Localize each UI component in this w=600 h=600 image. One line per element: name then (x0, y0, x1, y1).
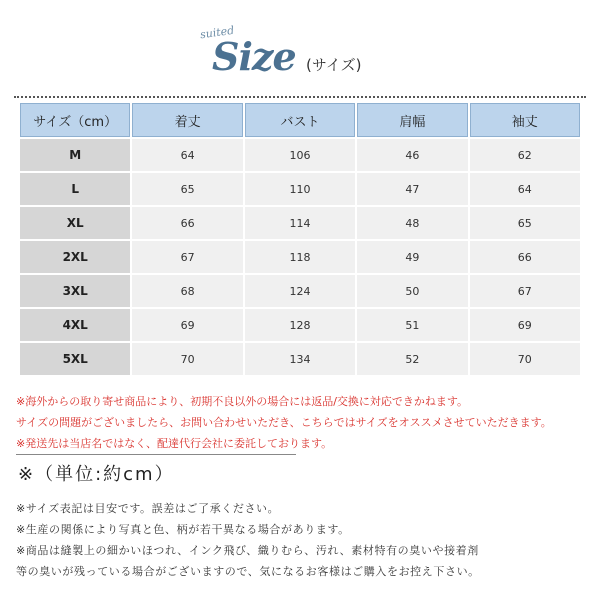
warning-note: ※海外からの取り寄せ商品により、初期不良以外の場合には返品/交換に対応できかねます。 (16, 395, 469, 408)
row-size: 3XL (19, 274, 131, 308)
table-header-row (19, 102, 581, 138)
title-small-script: suited (199, 23, 235, 42)
title-main: Size (212, 34, 296, 79)
cell-shoulder: 49 (356, 240, 468, 274)
cell-bust: 106 (244, 138, 356, 172)
table-row (19, 308, 581, 342)
info-note: ※商品は縫製上の細かいほつれ、インク飛び、織りむら、汚れ、素材特有の臭いや接着剤 (16, 544, 479, 557)
size-title (0, 22, 600, 92)
warning-notes (16, 391, 588, 454)
title-subtitle: (サイズ) (306, 56, 362, 74)
cell-bust: 110 (244, 172, 356, 206)
cell-bust: 118 (244, 240, 356, 274)
cell-bust: 124 (244, 274, 356, 308)
cell-sleeve: 67 (469, 274, 581, 308)
size-table (18, 101, 582, 377)
section-divider (16, 454, 296, 455)
cell-sleeve: 64 (469, 172, 581, 206)
table-row (19, 342, 581, 376)
info-notes (16, 498, 588, 582)
unit-label: ※（単位:約cm） (18, 464, 175, 485)
header-length: 着丈 (131, 102, 243, 138)
header-sleeve: 袖丈 (469, 102, 581, 138)
row-size: M (19, 138, 131, 172)
header-shoulder: 肩幅 (356, 102, 468, 138)
cell-length: 70 (131, 342, 243, 376)
cell-length: 67 (131, 240, 243, 274)
cell-shoulder: 52 (356, 342, 468, 376)
cell-length: 66 (131, 206, 243, 240)
table-row (19, 240, 581, 274)
table-row (19, 138, 581, 172)
cell-sleeve: 65 (469, 206, 581, 240)
header-bust: バスト (244, 102, 356, 138)
dotted-divider (14, 96, 586, 98)
cell-sleeve: 70 (469, 342, 581, 376)
cell-bust: 114 (244, 206, 356, 240)
cell-length: 64 (131, 138, 243, 172)
cell-length: 68 (131, 274, 243, 308)
warning-note: サイズの問題がございましたら、お問い合わせいただき、こちらではサイズをオススメさせていただきます。 (16, 416, 552, 429)
row-size: 2XL (19, 240, 131, 274)
cell-sleeve: 69 (469, 308, 581, 342)
cell-shoulder: 51 (356, 308, 468, 342)
cell-length: 69 (131, 308, 243, 342)
cell-shoulder: 48 (356, 206, 468, 240)
table-row (19, 274, 581, 308)
cell-bust: 134 (244, 342, 356, 376)
info-note: 等の臭いが残っている場合がございますので、気になるお客様はご購入をお控え下さい。 (16, 565, 480, 578)
row-size: 5XL (19, 342, 131, 376)
header-size: サイズ（cm） (19, 102, 131, 138)
warning-note: ※発送先は当店名ではなく、配達代行会社に委託しております。 (16, 437, 333, 450)
cell-shoulder: 46 (356, 138, 468, 172)
cell-sleeve: 62 (469, 138, 581, 172)
cell-sleeve: 66 (469, 240, 581, 274)
row-size: L (19, 172, 131, 206)
cell-bust: 128 (244, 308, 356, 342)
row-size: XL (19, 206, 131, 240)
table-row (19, 172, 581, 206)
cell-shoulder: 47 (356, 172, 468, 206)
row-size: 4XL (19, 308, 131, 342)
info-note: ※生産の関係により写真と色、柄が若干異なる場合があります。 (16, 523, 350, 536)
info-note: ※サイズ表記は目安です。誤差はご了承ください。 (16, 502, 280, 515)
cell-length: 65 (131, 172, 243, 206)
table-row (19, 206, 581, 240)
cell-shoulder: 50 (356, 274, 468, 308)
